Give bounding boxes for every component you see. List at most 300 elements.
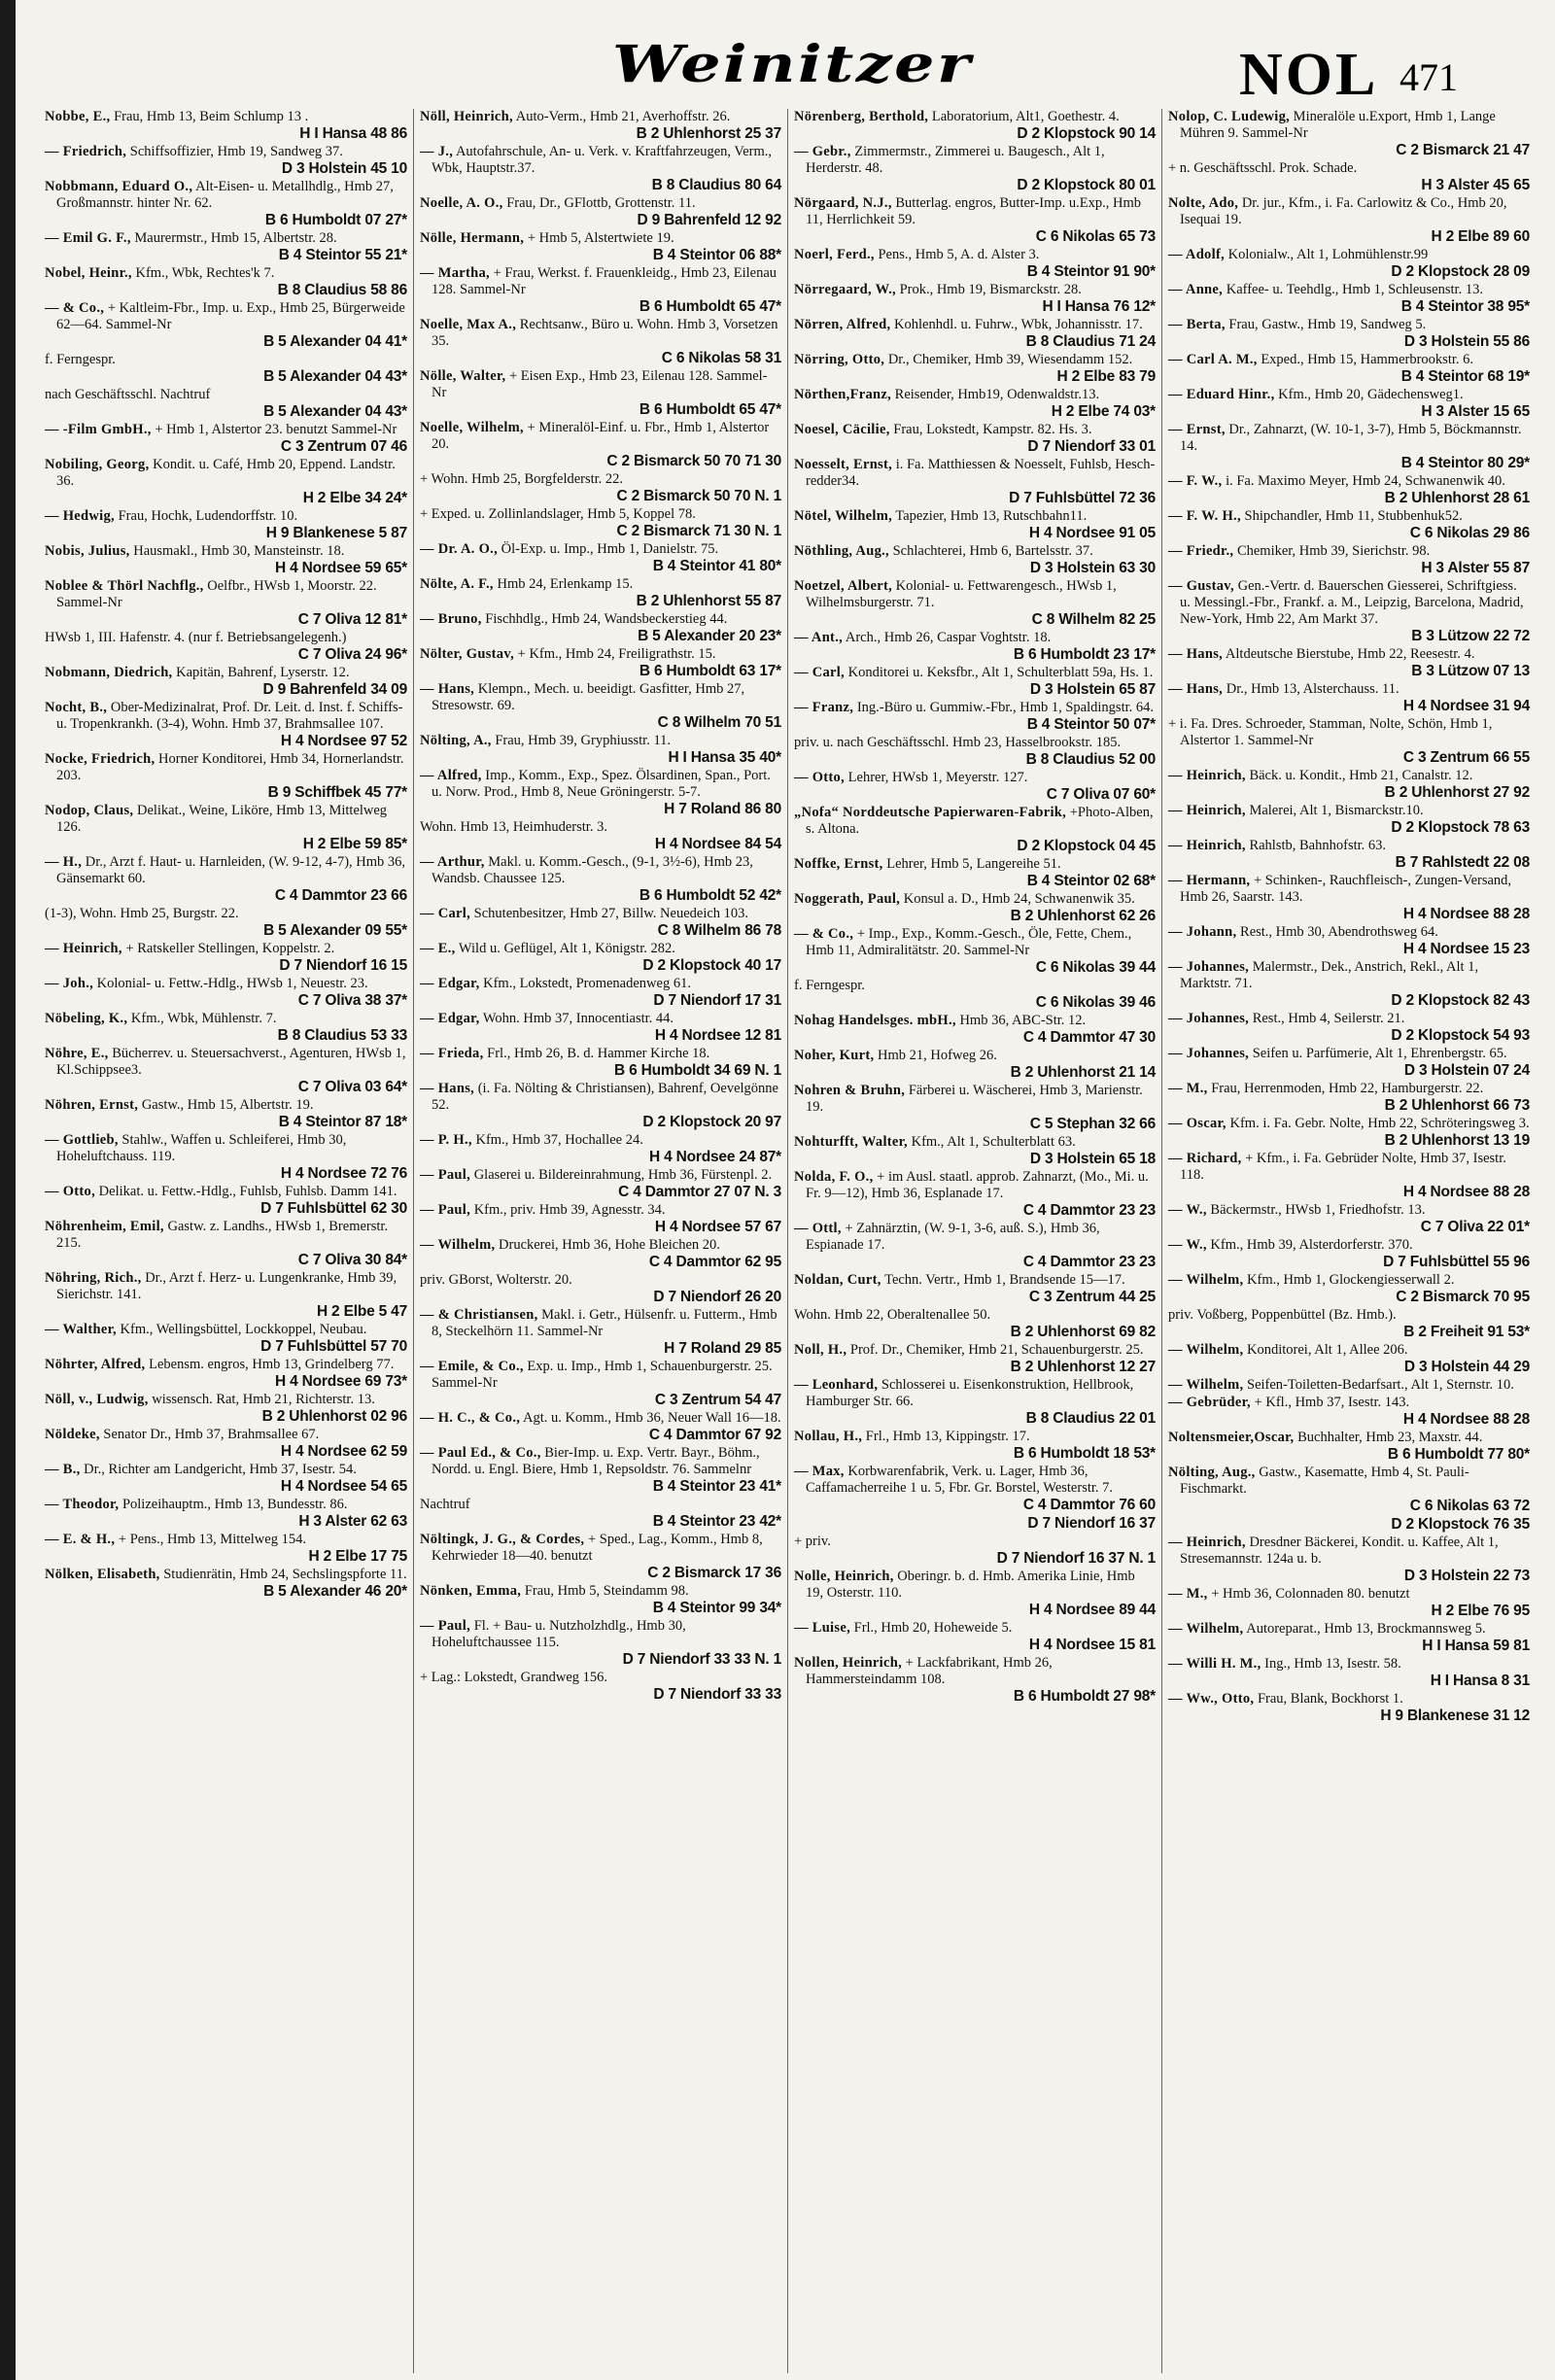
entry-phone: H 2 Elbe 59 85*	[302, 836, 407, 852]
entry-phone: H 4 Nordsee 88 28	[1402, 1184, 1530, 1200]
entry-phone: C 7 Oliva 38 37*	[297, 992, 407, 1009]
entry-details: nach Geschäftsschl. Nachtruf	[45, 387, 211, 402]
entry-details: wissensch. Rat, Hmb 21, Richterstr. 13.	[152, 1392, 375, 1407]
entry-name: — Alfred,	[420, 768, 482, 783]
entry-phone: H 4 Nordsee 62 59	[280, 1443, 407, 1460]
entry-details: Gastw., Hmb 15, Albertstr. 19.	[141, 1097, 314, 1113]
entry-details: Lehrer, HWsb 1, Meyerstr. 127.	[847, 770, 1028, 785]
entry-phone: H 4 Nordsee 59 65*	[275, 560, 407, 576]
entry-name: — Heinrich,	[45, 941, 122, 956]
entry-details: Imp., Komm., Exp., Spez. Ölsardinen, Span., Port. u. Norw. Prod., Hmb 8, Neue Gröningerstr. 5-7.	[432, 768, 771, 800]
entry-name: — Willi H. M.,	[1168, 1656, 1261, 1672]
entry-phone: B 4 Steintor 41 80*	[652, 558, 781, 574]
entry-details: + Hmb 36, Colonnaden 80. benutzt	[1211, 1586, 1410, 1602]
entry-name: Nörregaard, W.,	[794, 282, 896, 297]
entry-details: Konditorei, Alt 1, Allee 206.	[1247, 1342, 1408, 1358]
entry-phone: C 4 Dammtor 23 23	[1022, 1202, 1156, 1219]
entry-details: Delikat. u. Fettw.-Hdlg., Fuhlsb, Fuhlsb. Damm 141.	[98, 1184, 397, 1199]
directory-entry	[794, 352, 1156, 386]
entry-name: — Carl,	[420, 906, 471, 921]
entry-details: Reisender, Hmb19, Odenwaldstr.13.	[894, 387, 1100, 402]
directory-entry	[420, 420, 781, 470]
directory-entry	[420, 1532, 781, 1582]
directory-entry	[1168, 924, 1530, 958]
entry-phone: B 4 Steintor 55 21*	[278, 247, 407, 263]
entry-details: Hmb 21, Hofweg 26.	[878, 1048, 997, 1063]
entry-name: — Adolf,	[1168, 247, 1225, 262]
entry-phone: B 4 Steintor 06 88*	[652, 247, 781, 263]
directory-entry	[420, 611, 781, 645]
directory-entry	[45, 751, 407, 802]
entry-details: Arch., Hmb 26, Caspar Voghtstr. 18.	[845, 630, 1052, 645]
entry-details: Makl. i. Getr., Hülsenfr. u. Futterm., Hmb 8, Steckelhörn 11. Sammel-Nr	[432, 1307, 778, 1339]
entry-phone: B 4 Steintor 23 41*	[652, 1478, 781, 1495]
entry-name: — Edgar,	[420, 1011, 480, 1026]
directory-entry	[45, 1046, 407, 1096]
entry-name: — Martha,	[420, 265, 490, 281]
entry-phone: B 8 Claudius 53 33	[277, 1027, 407, 1044]
entry-phone: B 8 Claudius 22 01	[1025, 1410, 1156, 1427]
directory-entry	[794, 700, 1156, 734]
entry-phone: B 2 Uhlenhorst 28 61	[1384, 490, 1530, 506]
directory-entry	[45, 1011, 407, 1045]
entry-name: — Otto,	[45, 1184, 96, 1199]
entry-details: Lebensm. engros, Hmb 13, Grindelberg 77.	[149, 1357, 395, 1372]
entry-name: — Hermann,	[1168, 873, 1251, 888]
directory-entry	[794, 195, 1156, 246]
directory-entry	[45, 1357, 407, 1391]
entry-name: Nocke, Friedrich,	[45, 751, 156, 767]
directory-entry	[1168, 387, 1530, 421]
entry-name: Nölting, Aug.,	[1168, 1465, 1256, 1480]
entry-details: Malerei, Alt 1, Bismarckstr.10.	[1249, 803, 1424, 818]
entry-phone: B 2 Uhlenhorst 21 14	[1010, 1064, 1156, 1081]
entry-name: — Franz,	[794, 700, 854, 715]
directory-entry	[1168, 352, 1530, 386]
entry-phone: C 4 Dammtor 27 07 N. 3	[618, 1184, 781, 1200]
entry-name: — Paul,	[420, 1202, 471, 1218]
entry-phone: D 3 Holstein 63 30	[1029, 560, 1156, 576]
entry-details: + im Ausl. staatl. approb. Zahnarzt, (Mo., Mi. u. Fr. 9—12), Hmb 36, Esplanade 17.	[806, 1169, 1149, 1201]
directory-entry	[1168, 473, 1530, 507]
entry-details: Frl., Hmb 20, Hoheweide 5.	[853, 1620, 1013, 1636]
directory-entry	[420, 195, 781, 229]
entry-name: — Gebrüder,	[1168, 1395, 1251, 1410]
directory-entry	[794, 1048, 1156, 1082]
entry-phone: H I Hansa 76 12*	[1042, 298, 1156, 315]
entry-name: — Emile, & Co.,	[420, 1359, 524, 1374]
entry-details: Oelfbr., HWsb 1, Moorstr. 22. Sammel-Nr	[56, 578, 377, 610]
entry-details: Maurermstr., Hmb 15, Albertstr. 28.	[134, 230, 337, 246]
directory-entry	[420, 1410, 781, 1444]
entry-details: Tapezier, Hmb 13, Rutschbahn11.	[895, 508, 1088, 524]
entry-details: f. Ferngespr.	[45, 352, 116, 367]
directory-entry	[794, 1534, 1156, 1568]
entry-phone: B 2 Uhlenhorst 27 92	[1384, 784, 1530, 801]
entry-name: Nötel, Wilhelm,	[794, 508, 893, 524]
directory-entry	[45, 976, 407, 1010]
entry-name: Nörgaard, N.J.,	[794, 195, 892, 211]
entry-phone: B 7 Rahlstedt 22 08	[1395, 854, 1530, 871]
directory-entry	[794, 856, 1156, 890]
entry-phone: C 7 Oliva 07 60*	[1046, 786, 1156, 803]
entry-phone: B 4 Steintor 80 29*	[1400, 455, 1530, 471]
directory-entry	[1168, 1116, 1530, 1150]
entry-details: HWsb 1, III. Hafenstr. 4. (nur f. Betriebsangelegenh.)	[45, 630, 347, 645]
entry-name: — Wilhelm,	[1168, 1272, 1244, 1288]
directory-entry	[794, 1377, 1156, 1428]
entry-phone: B 6 Humboldt 65 47*	[639, 298, 781, 315]
directory-entry	[1168, 1516, 1530, 1534]
entry-details: Frau, Hmb 13, Beim Schlump 13 .	[114, 109, 309, 124]
entry-name: Nodop, Claus,	[45, 803, 134, 818]
directory-entry	[1168, 959, 1530, 1010]
entry-name: — J.,	[420, 144, 454, 159]
entry-phone: D 7 Niendorf 16 37 N. 1	[996, 1550, 1156, 1567]
directory-entry	[45, 352, 407, 386]
entry-name: Nolda, F. O.,	[794, 1169, 874, 1185]
directory-entry	[794, 109, 1156, 143]
directory-entry	[1168, 508, 1530, 542]
entry-name: Nölle, Walter,	[420, 368, 506, 384]
directory-entry	[420, 1132, 781, 1166]
entry-name: — M.,	[1168, 1081, 1208, 1096]
directory-entry	[794, 144, 1156, 194]
entry-phone: B 8 Claudius 71 24	[1025, 333, 1156, 350]
entry-phone: D 7 Niendorf 33 33 N. 1	[622, 1651, 781, 1668]
entry-details: Frau, Hmb 5, Steindamm 98.	[524, 1583, 689, 1599]
entry-details: Bier-Imp. u. Exp. Vertr. Bayr., Böhm., Nordd. u. Engl. Biere, Hmb 1, Repsoldstr. 76. Sammelnr	[432, 1445, 760, 1477]
directory-entry	[794, 805, 1156, 855]
directory-entry	[794, 457, 1156, 507]
column-3	[787, 109, 1161, 2373]
column-2	[413, 109, 787, 2373]
entry-name: — Hedwig,	[45, 508, 115, 524]
entry-phone: D 2 Klopstock 54 93	[1391, 1027, 1530, 1044]
entry-details: Färberei u. Wäscherei, Hmb 3, Marienstr. 19.	[806, 1083, 1143, 1115]
entry-name: — Walther,	[45, 1322, 117, 1337]
directory-entry	[1168, 1621, 1530, 1655]
directory-entry	[420, 1272, 781, 1306]
entry-name: Noesel, Cäcilie,	[794, 422, 890, 437]
directory-entry	[1168, 1011, 1530, 1045]
directory-entry	[794, 1464, 1156, 1514]
entry-phone: D 2 Klopstock 20 97	[642, 1114, 781, 1130]
directory-entry	[420, 368, 781, 419]
entry-phone: D 7 Fuhlsbüttel 62 30	[260, 1200, 407, 1217]
entry-name: Nölte, A. F.,	[420, 576, 494, 592]
entry-details: Delikat., Weine, Liköre, Hmb 13, Mittelweg 126.	[56, 803, 388, 835]
entry-details: Horner Konditorei, Hmb 34, Hornerlandstr. 203.	[56, 751, 404, 783]
entry-phone: H 4 Nordsee 31 94	[1402, 698, 1530, 714]
entry-name: Nöhrenheim, Emil,	[45, 1219, 164, 1234]
entry-phone: B 2 Freiheit 91 53*	[1403, 1324, 1530, 1340]
entry-phone: H 9 Blankenese 31 12	[1380, 1707, 1530, 1724]
entry-name: — Hans,	[1168, 646, 1224, 662]
entry-details: Kohlenhdl. u. Fuhrw., Wbk, Johannisstr. 17.	[894, 317, 1143, 332]
entry-name: Noher, Kurt,	[794, 1048, 875, 1063]
entry-name: — H. C., & Co.,	[420, 1410, 521, 1426]
entry-details: Frau, Hmb 39, Gryphiusstr. 11.	[495, 733, 672, 748]
entry-name: Nönken, Emma,	[420, 1583, 522, 1599]
entry-details: Butterlag. engros, Butter-Imp. u.Exp., Hmb 11, Herrlichkeit 59.	[806, 195, 1142, 227]
directory-entry	[45, 508, 407, 542]
entry-phone: C 7 Oliva 22 01*	[1420, 1219, 1530, 1235]
entry-phone: B 4 Steintor 50 07*	[1026, 716, 1156, 733]
entry-details: Stahlw., Waffen u. Schleiferei, Hmb 30, Hoheluftchauss. 119.	[56, 1132, 347, 1164]
entry-details: Kfm., Wbk, Rechtes'k 7.	[135, 265, 275, 281]
directory-entry	[420, 1670, 781, 1704]
directory-entry	[45, 906, 407, 940]
directory-entry	[1168, 1307, 1530, 1341]
directory-entry	[420, 1167, 781, 1201]
directory-entry	[420, 646, 781, 680]
directory-entry	[45, 1219, 407, 1269]
directory-entry	[1168, 317, 1530, 351]
directory-entry	[420, 230, 781, 264]
entry-phone: D 7 Niendorf 16 15	[279, 957, 407, 974]
directory-entry	[794, 1620, 1156, 1654]
entry-name: — F. W.,	[1168, 473, 1223, 489]
entry-phone: D 2 Klopstock 80 01	[1017, 177, 1156, 193]
entry-phone: B 5 Alexander 04 43*	[263, 403, 407, 420]
entry-name: „Nofa“ Norddeutsche Papierwaren-Fabrik,	[794, 805, 1067, 820]
entry-name: — Ant.,	[794, 630, 844, 645]
entry-phone: D 7 Niendorf 33 01	[1027, 438, 1156, 455]
directory-entry	[420, 144, 781, 194]
entry-name: — -Film GmbH.,	[45, 422, 152, 437]
directory-entry	[794, 1083, 1156, 1133]
directory-entry	[1168, 1377, 1530, 1394]
directory-entry	[420, 471, 781, 505]
entry-details: + Imp., Exp., Komm.-Gesch., Öle, Fette, Chem., Hmb 11, Admiralitätstr. 20. Sammel-Nr	[806, 926, 1132, 958]
entry-phone: B 5 Alexander 20 23*	[638, 628, 781, 644]
entry-details: Kfm., Hmb 39, Alsterdorferstr. 370.	[1210, 1237, 1413, 1253]
directory-entry	[1168, 873, 1530, 923]
entry-phone: B 4 Steintor 99 34*	[652, 1600, 781, 1616]
entry-details: Kolonial- u. Fettw.-Hdlg., HWsb 1, Neuestr. 23.	[96, 976, 368, 991]
entry-name: Nobbmann, Eduard O.,	[45, 179, 193, 194]
directory-entry	[420, 819, 781, 853]
directory-entry	[1168, 247, 1530, 281]
entry-name: Nohturfft, Walter,	[794, 1134, 908, 1150]
entry-name: Noerl, Ferd.,	[794, 247, 875, 262]
directory-entry	[1168, 160, 1530, 194]
entry-name: Nörren, Alfred,	[794, 317, 891, 332]
entry-name: Nobel, Heinr.,	[45, 265, 132, 281]
entry-name: Nöldeke,	[45, 1427, 100, 1442]
directory-entry	[794, 508, 1156, 542]
entry-phone: H I Hansa 35 40*	[668, 749, 781, 766]
entry-details: Schutenbesitzer, Hmb 27, Billw. Neuedeich 103.	[473, 906, 749, 921]
entry-details: Glaserei u. Bildereinrahmung, Hmb 36, Fürstenpl. 2.	[473, 1167, 773, 1183]
entry-details: Wohn. Hmb 37, Innocentiastr. 44.	[482, 1011, 674, 1026]
directory-entry	[1168, 1395, 1530, 1429]
entry-details: + Frau, Werkst. f. Frauenkleidg., Hmb 23, Eilenau 128. Sammel-Nr	[432, 265, 778, 297]
directory-entry	[45, 854, 407, 905]
entry-details: + Zahnärztin, (W. 9-1, 3-6, auß. S.), Hmb 36, Espianade 17.	[806, 1221, 1100, 1253]
entry-phone: D 3 Holstein 45 10	[281, 160, 407, 177]
directory-entry	[794, 1569, 1156, 1619]
entry-name: — Eduard Hinr.,	[1168, 387, 1275, 402]
entry-phone: H 4 Nordsee 24 87*	[649, 1149, 781, 1165]
entry-name: — M.,	[1168, 1586, 1208, 1602]
entry-name: Nöhren, Ernst,	[45, 1097, 139, 1113]
entry-phone: D 2 Klopstock 78 63	[1391, 819, 1530, 836]
entry-details: Kolonial- u. Fettwarengesch., HWsb 1, Wilhelmsburgerstr. 71.	[806, 578, 1117, 610]
directory-entry	[45, 230, 407, 264]
entry-phone: D 3 Holstein 65 18	[1029, 1151, 1156, 1167]
entry-phone: H 3 Alster 15 65	[1421, 403, 1530, 420]
entry-phone: B 5 Alexander 04 41*	[263, 333, 407, 350]
entry-phone: B 4 Steintor 91 90*	[1026, 263, 1156, 280]
entry-phone: B 6 Humboldt 63 17*	[639, 663, 781, 679]
directory-entry	[1168, 716, 1530, 767]
entry-phone: B 2 Uhlenhorst 12 27	[1010, 1359, 1156, 1375]
entry-details: Dresdner Bäckerei, Kondit. u. Kaffee, Alt 1, Stresemannstr. 124a u. b.	[1180, 1535, 1499, 1567]
entry-name: — Berta,	[1168, 317, 1226, 332]
directory-entry	[45, 179, 407, 229]
directory-entry	[45, 543, 407, 577]
entry-details: Kfm., Wellingsbüttel, Lockkoppel, Neubau.	[120, 1322, 367, 1337]
entry-phone: D 2 Klopstock 82 43	[1391, 992, 1530, 1009]
entry-details: + Hmb 1, Alstertor 23. benutzt Sammel-Nr	[155, 422, 397, 437]
entry-name: Nölken, Elisabeth,	[45, 1567, 160, 1582]
entry-name: Nöhrter, Alfred,	[45, 1357, 146, 1372]
entry-phone: H 4 Nordsee 12 81	[654, 1027, 781, 1044]
directory-entry	[420, 1202, 781, 1236]
entry-details: Makl. u. Komm.-Gesch., (9-1, 3½-6), Hmb 23, Wandsb. Chaussee 125.	[432, 854, 753, 886]
scan-edge	[0, 0, 16, 2380]
entry-name: Noetzel, Albert,	[794, 578, 893, 594]
directory-entry	[45, 422, 407, 456]
entry-name: — Wilhelm,	[1168, 1377, 1244, 1393]
entry-phone: D 2 Klopstock 90 14	[1017, 125, 1156, 142]
entry-details: + n. Geschäftsschl. Prok. Schade.	[1168, 160, 1358, 176]
entry-phone: D 3 Holstein 07 24	[1403, 1062, 1530, 1079]
entry-phone: H 4 Nordsee 88 28	[1402, 906, 1530, 922]
entry-details: Pens., Hmb 5, A. d. Alster 3.	[878, 247, 1040, 262]
entry-name: — E. & H.,	[45, 1532, 116, 1547]
directory-entry	[45, 1427, 407, 1461]
directory-entry	[1168, 681, 1530, 715]
entry-details: Techn. Vertr., Hmb 1, Brandsende 15—17.	[884, 1272, 1125, 1288]
directory-entry	[45, 1392, 407, 1426]
entry-name: Nobiling, Georg,	[45, 457, 150, 472]
directory-entry	[45, 387, 407, 421]
entry-phone: H 3 Alster 55 87	[1421, 560, 1530, 576]
entry-phone: H 2 Elbe 34 24*	[302, 490, 407, 506]
entry-name: — Gebr.,	[794, 144, 851, 159]
entry-details: Ing., Hmb 13, Isestr. 58.	[1264, 1656, 1401, 1672]
entry-phone: D 2 Klopstock 28 09	[1391, 263, 1530, 280]
entry-details: i. Fa. Maximo Meyer, Hmb 24, Schwanenwik 40.	[1226, 473, 1505, 489]
entry-phone: C 6 Nikolas 58 31	[661, 350, 781, 366]
entry-details: i. Fa. Matthiessen & Noesselt, Fuhlsb, Hesch-redder34.	[806, 457, 1156, 489]
entry-details: +Photo-Alben, s. Altona.	[806, 805, 1154, 837]
entry-name: Nobmann, Diedrich,	[45, 665, 173, 680]
directory-entry	[45, 1322, 407, 1356]
entry-phone: D 7 Fuhlsbüttel 57 70	[260, 1338, 407, 1355]
entry-details: priv. GBorst, Wolterstr. 20.	[420, 1272, 572, 1288]
alphabet-range: NOL	[1239, 42, 1379, 108]
directory-entry	[794, 1272, 1156, 1306]
entry-name: — Frieda,	[420, 1046, 484, 1061]
entry-phone: B 5 Alexander 46 20*	[263, 1583, 407, 1600]
directory-entry	[794, 1134, 1156, 1168]
entry-phone: H 7 Roland 86 80	[664, 801, 781, 817]
entry-phone: C 4 Dammtor 76 60	[1022, 1497, 1156, 1513]
entry-phone: C 7 Oliva 30 84*	[297, 1252, 407, 1268]
directory-entry	[45, 1567, 407, 1601]
entry-details: + Ratskeller Stellingen, Koppelstr. 2.	[125, 941, 335, 956]
directory-entry	[794, 1655, 1156, 1706]
entry-phone: H 4 Nordsee 69 73*	[275, 1373, 407, 1390]
directory-entry	[1168, 1237, 1530, 1271]
entry-phone: C 6 Nikolas 39 44	[1035, 959, 1156, 976]
entry-phone: H 3 Alster 45 65	[1421, 177, 1530, 193]
directory-entry	[45, 1497, 407, 1531]
entry-name: Noelle, A. O.,	[420, 195, 503, 211]
entry-name: — Joh.,	[45, 976, 94, 991]
entry-phone: B 8 Claudius 52 00	[1025, 751, 1156, 768]
entry-phone: B 4 Steintor 68 19*	[1400, 368, 1530, 385]
entry-name: — Wilhelm,	[1168, 1342, 1244, 1358]
column-4	[1161, 109, 1536, 2373]
entry-name: — B.,	[45, 1462, 81, 1477]
entry-name: — Heinrich,	[1168, 803, 1246, 818]
directory-entry	[45, 144, 407, 178]
entry-details: Altdeutsche Bierstube, Hmb 22, Reesestr. 4.	[1225, 646, 1475, 662]
entry-name: Nöll, v., Ludwig,	[45, 1392, 149, 1407]
directory-entry	[1168, 1151, 1530, 1201]
directory-entry	[1168, 1202, 1530, 1236]
entry-phone: B 4 Steintor 23 42*	[652, 1513, 781, 1530]
directory-entry	[794, 578, 1156, 629]
entry-details: + Kfm., i. Fa. Gebrüder Nolte, Hmb 37, Isestr. 118.	[1180, 1151, 1506, 1183]
entry-name: Noesselt, Ernst,	[794, 457, 893, 472]
entry-name: Noll, H.,	[794, 1342, 847, 1358]
entry-phone: D 7 Niendorf 17 31	[653, 992, 781, 1009]
directory-entry	[420, 265, 781, 316]
entry-phone: H 4 Nordsee 15 81	[1028, 1637, 1156, 1653]
entry-phone: H 4 Nordsee 84 54	[654, 836, 781, 852]
entry-details: Autofahrschule, An- u. Verk. v. Kraftfahrzeugen, Verm., Wbk, Hauptstr.37.	[432, 144, 773, 176]
directory-entry	[1168, 422, 1530, 472]
directory-entry	[45, 1184, 407, 1218]
entry-details: Autoreparat., Hmb 13, Brockmannsweg 5.	[1246, 1621, 1486, 1637]
entry-phone: H 3 Alster 62 63	[298, 1513, 407, 1530]
entry-phone: H 9 Blankenese 5 87	[265, 525, 407, 541]
directory-entry	[420, 1237, 781, 1271]
entry-name: — Leonhard,	[794, 1377, 879, 1393]
entry-name: — Theodor,	[45, 1497, 120, 1512]
entry-details: Shipchandler, Hmb 11, Stubbenhuk52.	[1244, 508, 1463, 524]
entry-phone: B 8 Claudius 80 64	[651, 177, 781, 193]
entry-phone: C 2 Bismarck 70 95	[1396, 1289, 1530, 1305]
entry-details: Kfm. i. Fa. Gebr. Nolte, Hmb 22, Schröteringsweg 3.	[1229, 1116, 1530, 1131]
directory-entry	[45, 1462, 407, 1496]
entry-phone: B 2 Uhlenhorst 25 37	[636, 125, 781, 142]
entry-name: — Paul,	[420, 1167, 471, 1183]
directory-entry	[420, 681, 781, 732]
entry-phone: H 2 Elbe 5 47	[316, 1303, 407, 1320]
entry-name: — Carl,	[794, 665, 846, 680]
entry-name: — Edgar,	[420, 976, 480, 991]
entry-details: Gastw. z. Landhs., HWsb 1, Bremerstr. 215.	[56, 1219, 389, 1251]
entry-details: Wild u. Geflügel, Alt 1, Königstr. 282.	[458, 941, 675, 956]
entry-name: — Ottl,	[794, 1221, 842, 1236]
